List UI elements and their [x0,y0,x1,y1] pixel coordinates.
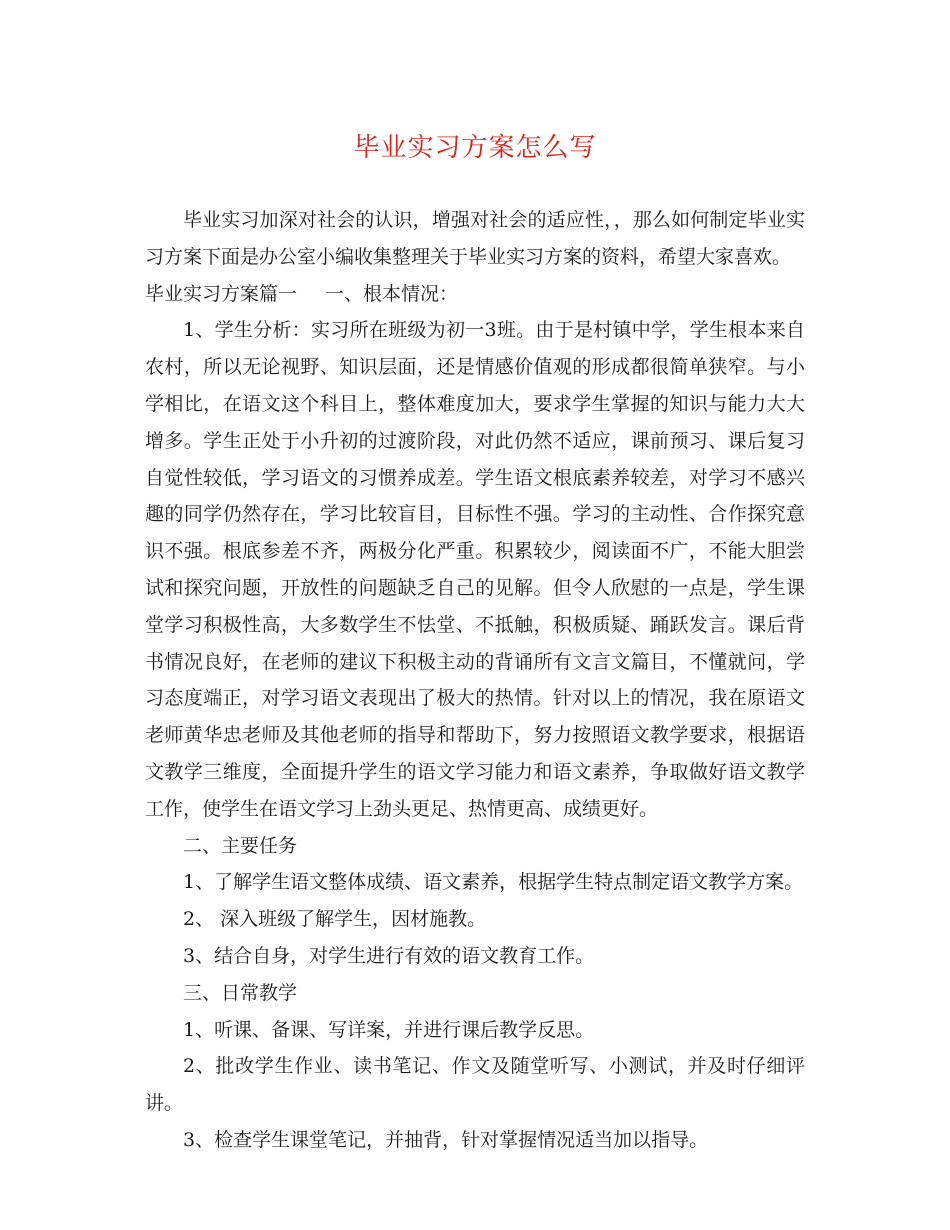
document-body [145,202,805,1159]
intro-paragraph: 毕业实习加深对社会的认识，增强对社会的适应性，，那么如何制定毕业实习方案下面是办公室小编收集整理关于毕业实习方案的资料，希望大家喜欢。 [145,209,805,268]
daily-item-1: 1、听课、备课、写详案，并进行课后教学反思。 [183,1018,595,1041]
daily-item-3: 3、检查学生课堂笔记，并抽背，针对掌握情况适当加以指导。 [183,1128,709,1151]
section-one-label: 毕业实习方案篇一 [145,282,298,305]
section-one-line [145,276,805,313]
document-title: 毕业实习方案怎么写 [353,133,597,163]
task-item-3: 3、结合自身，对学生进行有效的语文教育工作。 [183,944,595,967]
daily-item-2: 2、批改学生作业、读书笔记、作文及随堂听写、小测试，并及时仔细评讲。 [145,1055,805,1115]
task-item-2: 2、 深入班级了解学生，因材施教。 [183,908,487,931]
section-three-heading: 三、日常教学 [183,981,298,1004]
section-one-heading: 一、根本情况： [325,282,459,305]
student-analysis-paragraph: 1、学生分析：实习所在班级为初一3班。由于是村镇中学，学生根本来自农村，所以无论视野、知识层面，还是情感价值观的形成都很简单狭窄。与小学相比，在语文这个科目上，整体难度加大，要求学生掌握的知识与能力大大增多。学生正处于小升初的过渡阶段，对此仍然不适应，课前预习、课后复习自觉性较低，学习语文的习惯养成差。学生语文根底素养较差，对学习不感兴趣的同学仍然存在，学习比较盲目，目标性不强。学习的主动性、合作探究意识不强。根底参差不齐，两极分化严重。积累较少，阅读面不广，不能大胆尝试和探究问题，开放性的问题缺乏自己的见解。但令人欣慰的一点是，学生课堂学习积极性高，大多数学生不怯堂、不抵触，积极质疑、踊跃发言。课后背书情况良好，在老师的建议下积极主动的背诵所有文言文篇目，不懂就问，学习态度端正，对学习语文表现出了极大的热情。针对以上的情况，我在原语文老师黄华忠老师及其他老师的指导和帮助下，努力按照语文教学要求，根据语文教学三维度，全面提升学生的语文学习能力和语文素养，争取做好语文教学工作，使学生在语文学习上劲头更足、热情更高、成绩更好。 [145,319,805,820]
task-item-1: 1、了解学生语文整体成绩、语文素养，根据学生特点制定语文教学方案。 [183,871,804,894]
section-two-heading: 二、主要任务 [183,834,298,857]
